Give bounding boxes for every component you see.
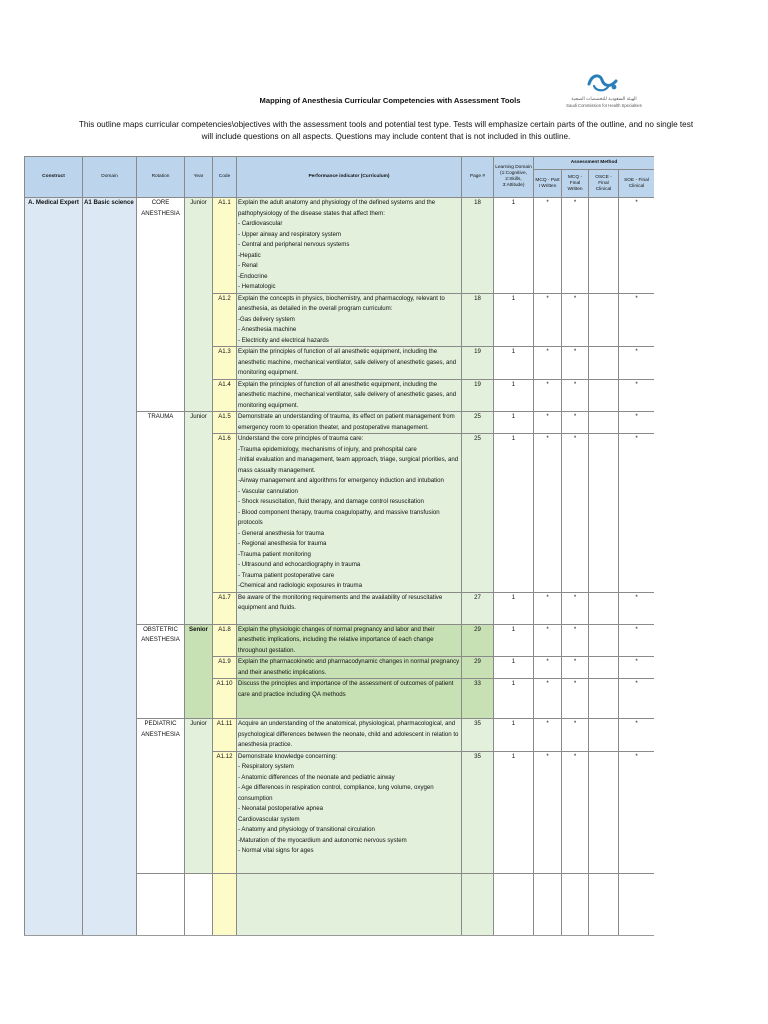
construct-cell: A. Medical Expert <box>25 198 83 937</box>
year-cell: Senior <box>185 624 213 719</box>
logo-english-text: Saudi Commission for Health Specialties <box>566 103 642 108</box>
mcq-final-cell: * <box>562 679 589 719</box>
performance-indicator-cell <box>237 434 462 593</box>
competency-table <box>24 156 654 936</box>
performance-line: consumption <box>238 794 273 802</box>
performance-line: -Chemical and radiologic exposures in trauma <box>238 582 362 589</box>
osce-cell <box>589 412 619 434</box>
performance-line: -Airway management and algorithms for emergency induction and intubation <box>238 477 444 484</box>
learning-domain-cell: 1 <box>494 434 534 593</box>
learning-domain-cell: 1 <box>494 679 534 719</box>
code-cell: A1.2 <box>213 293 237 347</box>
year-cell: Junior <box>185 198 213 412</box>
performance-line: Explain the physiologic changes of normal pregnancy and labor and their anesthetic implications, including the relative importance of each change <box>238 625 435 643</box>
cell-spacer <box>238 700 460 718</box>
filler-cell <box>562 873 589 936</box>
header-domain: Domain <box>83 157 137 198</box>
osce-cell <box>589 434 619 593</box>
mcq-part1-cell: * <box>534 624 562 657</box>
code-cell: A1.9 <box>213 657 237 679</box>
performance-indicator-cell <box>237 198 462 294</box>
header-page: Page # <box>462 157 494 198</box>
soe-cell: * <box>619 624 655 657</box>
page-cell: 29 <box>462 624 494 657</box>
osce-cell <box>589 293 619 347</box>
year-cell: Junior <box>185 719 213 874</box>
mcq-final-cell: * <box>562 592 589 624</box>
performance-line: - Electricity and electrical hazards <box>238 336 329 344</box>
competency-table-body <box>25 198 655 937</box>
learning-domain-cell: 1 <box>494 347 534 380</box>
performance-line: - Upper airway and respiratory system <box>238 230 341 238</box>
filler-cell <box>185 873 213 936</box>
performance-line: -Hepatic <box>238 251 261 259</box>
code-cell: A1.8 <box>213 624 237 657</box>
code-cell: A1.12 <box>213 751 237 873</box>
performance-line: - Cardiovascular <box>238 220 283 227</box>
osce-cell <box>589 624 619 657</box>
page-cell: 19 <box>462 379 494 412</box>
rotation-cell: PEDIATRIC ANESTHESIA <box>137 719 185 874</box>
performance-line: pathophysiology of the disease states that affect them: <box>238 209 385 217</box>
learning-domain-cell: 1 <box>494 657 534 679</box>
performance-line: -Endocrine <box>238 272 268 280</box>
learning-domain-cell: 1 <box>494 198 534 294</box>
table-row <box>25 198 655 294</box>
osce-cell <box>589 657 619 679</box>
performance-line: throughout gestation. <box>238 646 296 654</box>
performance-line: Acquire an understanding of the anatomical, physiological, pharmacological, and psychological differences between the neonate, child and adolescent in relation to anesthesia practice. <box>238 720 459 748</box>
code-cell: A1.5 <box>213 412 237 434</box>
soe-cell: * <box>619 719 655 752</box>
filler-cell <box>137 873 185 936</box>
performance-line: -Gas delivery system <box>238 315 295 323</box>
soe-cell: * <box>619 592 655 624</box>
mcq-part1-cell: * <box>534 719 562 752</box>
logo-arabic-text: الهيئة السعودية للتخصصات الصحية <box>571 96 637 101</box>
performance-line: - Respiratory system <box>238 763 294 770</box>
filler-cell <box>213 873 237 936</box>
learning-domain-cell: 1 <box>494 379 534 412</box>
performance-line: Explain the adult anatomy and physiology of the defined systems and the <box>238 199 436 206</box>
learning-domain-cell: 1 <box>494 751 534 873</box>
schs-logo-icon <box>586 72 620 94</box>
competency-table-wrapper <box>24 156 654 936</box>
page-cell: 35 <box>462 719 494 752</box>
performance-indicator-cell <box>237 592 462 624</box>
intro-paragraph: This outline maps curricular competencies\objectives with the assessment tools and potential test type. Tests will emphasize certain parts of the outline, and no single test will include questions on all aspects. Questions may include content that is not included in this outline. <box>78 120 694 141</box>
soe-cell: * <box>619 657 655 679</box>
page-cell: 19 <box>462 347 494 380</box>
performance-line: - Anesthesia machine <box>238 326 297 333</box>
osce-cell <box>589 719 619 752</box>
page-cell: 27 <box>462 592 494 624</box>
performance-line: -Trauma patient monitoring <box>238 550 311 558</box>
osce-cell <box>589 679 619 719</box>
filler-cell <box>589 873 619 936</box>
code-cell: A1.6 <box>213 434 237 593</box>
performance-indicator-cell <box>237 657 462 679</box>
performance-indicator-cell <box>237 293 462 347</box>
filler-cell <box>534 873 562 936</box>
performance-line: - Regional anesthesia for trauma <box>238 540 327 547</box>
header-mcq-final: MCQ - Final Written <box>562 170 589 198</box>
code-cell: A1.7 <box>213 592 237 624</box>
performance-line: - Normal vital signs for ages <box>238 847 314 854</box>
soe-cell: * <box>619 293 655 347</box>
header-assessment-method: Assessment Method <box>534 157 655 170</box>
osce-cell <box>589 751 619 873</box>
mcq-final-cell: * <box>562 347 589 380</box>
mcq-part1-cell: * <box>534 751 562 873</box>
rotation-cell: CORE ANESTHESIA <box>137 198 185 412</box>
page-cell: 25 <box>462 434 494 593</box>
osce-cell <box>589 592 619 624</box>
header-osce: OSCE - Final Clinical <box>589 170 619 198</box>
performance-line: - Anatomic differences of the neonate and pediatric airway <box>238 773 395 781</box>
performance-indicator-cell <box>237 751 462 873</box>
performance-line: Be aware of the monitoring requirements and the availability of resuscitative equipment and fluids. <box>238 593 443 611</box>
code-cell: A1.11 <box>213 719 237 752</box>
code-cell: A1.10 <box>213 679 237 719</box>
learning-domain-cell: 1 <box>494 719 534 752</box>
schs-logo <box>556 72 652 114</box>
filler-cell <box>237 873 462 936</box>
osce-cell <box>589 379 619 412</box>
mcq-final-cell: * <box>562 293 589 347</box>
year-cell: Junior <box>185 412 213 625</box>
page-cell: 25 <box>462 412 494 434</box>
page-cell: 33 <box>462 679 494 719</box>
domain-cell: A1 Basic science <box>83 198 137 937</box>
mcq-final-cell: * <box>562 657 589 679</box>
mcq-final-cell: * <box>562 379 589 412</box>
performance-line: -Maturation of the myocardium and autonomic nervous system <box>238 836 407 844</box>
header-soe: SOE - Final Clinical <box>619 170 655 198</box>
performance-line: - Ultrasound and echocardiography in trauma <box>238 561 361 568</box>
osce-cell <box>589 198 619 294</box>
filler-cell <box>619 873 655 936</box>
soe-cell: * <box>619 434 655 593</box>
page-cell: 18 <box>462 293 494 347</box>
code-cell: A1.3 <box>213 347 237 380</box>
header-mcq-part1: MCQ - Part I Written <box>534 170 562 198</box>
mcq-final-cell: * <box>562 624 589 657</box>
header-rotation: Rotation <box>137 157 185 198</box>
osce-cell <box>589 347 619 380</box>
soe-cell: * <box>619 379 655 412</box>
mcq-final-cell: * <box>562 412 589 434</box>
performance-line: Demonstrate knowledge concerning: <box>238 752 337 760</box>
performance-indicator-cell <box>237 624 462 657</box>
performance-line: - Neonatal postoperative apnea <box>238 805 324 812</box>
performance-line: Cardiovascular system <box>238 815 300 823</box>
learning-domain-cell: 1 <box>494 293 534 347</box>
mcq-part1-cell: * <box>534 434 562 593</box>
performance-line: - Shock resuscitation, fluid therapy, and damage control resuscitation <box>238 498 424 505</box>
performance-indicator-cell <box>237 719 462 752</box>
cell-spacer <box>238 857 460 873</box>
soe-cell: * <box>619 347 655 380</box>
performance-line: - Hematologic <box>238 283 276 290</box>
performance-line: - Vascular cannulation <box>238 487 298 495</box>
performance-line: - Central and peripheral nervous systems <box>238 241 350 248</box>
performance-line: Explain the concepts in physics, biochemistry, and pharmacology, relevant to anesthesia, as detailed in the overall program curriculum: <box>238 294 445 312</box>
rotation-cell: OBSTETRIC ANESTHESIA <box>137 624 185 719</box>
performance-line: - Anatomy and physiology of transitional circulation <box>238 826 375 833</box>
page-cell: 29 <box>462 657 494 679</box>
header-performance-indicator: Performance indicator (Curriculum) <box>237 157 462 198</box>
mcq-part1-cell: * <box>534 198 562 294</box>
performance-line: Discuss the principles and importance of the assessment of outcomes of patient care and practice including QA methods <box>238 680 454 698</box>
soe-cell: * <box>619 198 655 294</box>
mcq-final-cell: * <box>562 434 589 593</box>
document-title: Mapping of Anesthesia Curricular Competencies with Assessment Tools <box>259 96 521 105</box>
performance-indicator-cell <box>237 679 462 719</box>
performance-line: Explain the pharmacokinetic and pharmacodynamic changes in normal pregnancy and their anesthetic implications. <box>238 658 460 676</box>
learning-domain-cell: 1 <box>494 592 534 624</box>
rotation-cell: TRAUMA <box>137 412 185 625</box>
header-construct: Construct <box>25 157 83 198</box>
performance-line: - Blood component therapy, trauma coagulopathy, and massive transfusion protocols <box>238 508 440 526</box>
performance-line: Explain the principles of function of all anesthetic equipment, including the anesthetic machine, mechanical ventilator, safe delivery of anesthetic gases, and monitoring equipment. <box>238 348 457 376</box>
performance-indicator-cell <box>237 379 462 412</box>
mcq-final-cell: * <box>562 719 589 752</box>
mcq-part1-cell: * <box>534 657 562 679</box>
mcq-part1-cell: * <box>534 412 562 434</box>
performance-line: - Age differences in respiration control, compliance, lung volume, oxygen <box>238 784 434 791</box>
filler-cell <box>462 873 494 936</box>
learning-domain-cell: 1 <box>494 624 534 657</box>
soe-cell: * <box>619 679 655 719</box>
learning-domain-cell: 1 <box>494 412 534 434</box>
code-cell: A1.4 <box>213 379 237 412</box>
performance-line: - General anesthesia for trauma <box>238 529 325 537</box>
performance-line: -Initial evaluation and management, team approach, triage, surgical priorities, and mass casualty management. <box>238 456 459 474</box>
code-cell: A1.1 <box>213 198 237 294</box>
soe-cell: * <box>619 751 655 873</box>
mcq-final-cell: * <box>562 751 589 873</box>
cell-spacer <box>238 614 460 624</box>
filler-cell <box>494 873 534 936</box>
mcq-part1-cell: * <box>534 379 562 412</box>
mcq-part1-cell: * <box>534 293 562 347</box>
performance-line: Understand the core principles of trauma care: <box>238 435 364 442</box>
performance-indicator-cell <box>237 347 462 380</box>
header-learning-domain: Learning Domain (1:Cognitive, 2:Skills, 3:Attitude) <box>494 157 534 198</box>
mcq-part1-cell: * <box>534 679 562 719</box>
mcq-part1-cell: * <box>534 592 562 624</box>
performance-line: - Trauma patient postoperative care <box>238 571 335 579</box>
performance-line: Explain the principles of function of all anesthetic equipment, including the anesthetic machine, mechanical ventilator, safe delivery of anesthetic gases, and monitoring equipment. <box>238 380 457 409</box>
page-cell: 35 <box>462 751 494 873</box>
performance-indicator-cell <box>237 412 462 434</box>
header-code: Code <box>213 157 237 198</box>
mcq-part1-cell: * <box>534 347 562 380</box>
mcq-final-cell: * <box>562 198 589 294</box>
performance-line: Demonstrate an understanding of trauma, its effect on patient management from emergency room to operation theater, and postoperative management. <box>238 413 455 431</box>
soe-cell: * <box>619 412 655 434</box>
performance-line: - Renal <box>238 262 258 269</box>
page-cell: 18 <box>462 198 494 294</box>
header-year: Year <box>185 157 213 198</box>
performance-line: -Trauma epidemiology, mechanisms of injury, and prehospital care <box>238 445 417 453</box>
